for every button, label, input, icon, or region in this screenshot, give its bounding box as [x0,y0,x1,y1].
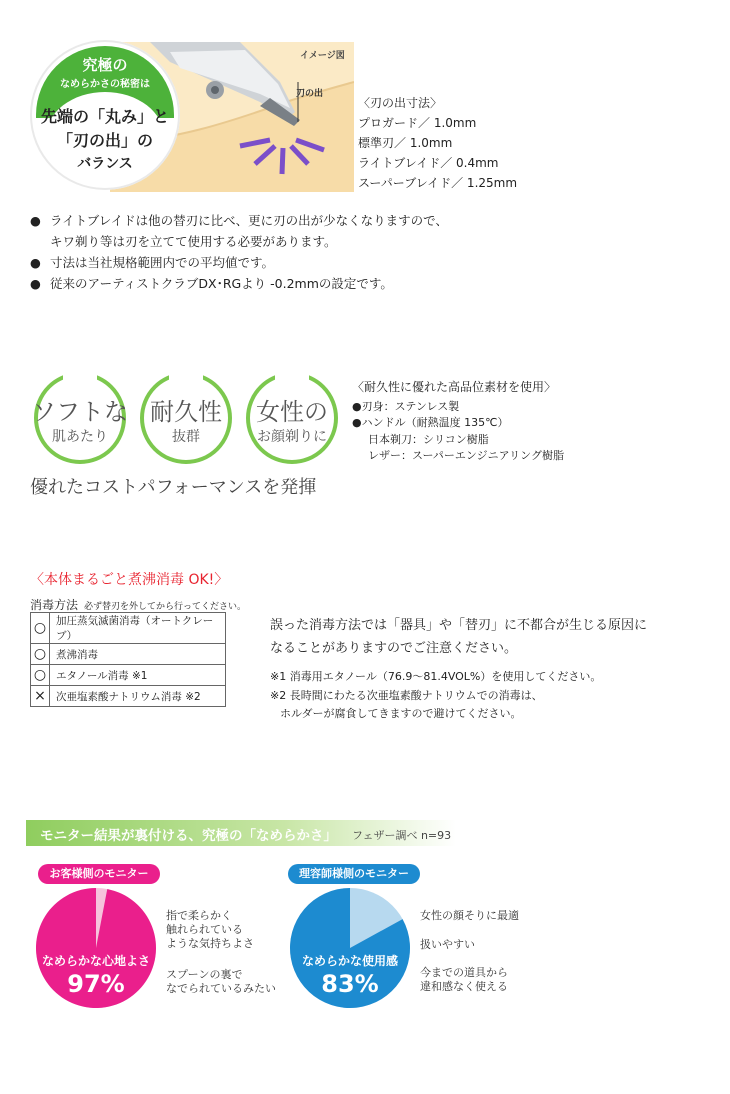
bullet-dot: ● [30,213,41,228]
feature-2-title: 耐久性 [150,398,222,426]
note-text: 寸法は当社規格範囲内での平均値です。 [50,255,275,270]
method-text: エタノール消毒 ※1 [50,665,226,686]
material-title: 〈耐久性に優れた高品位素材を使用〉 [352,380,557,394]
table-row [31,613,226,644]
badge-line-3: バランス [77,156,133,172]
customer-monitor-pill: お客様側のモニター [38,864,160,884]
note-text: 従来のアーティストクラブDX･RGより -0.2mmの設定です。 [50,276,393,291]
barber-pie-percent: 83% [321,970,379,998]
list-item [30,273,710,294]
ok-mark: ○ [31,644,50,665]
list-item [30,210,710,231]
comment-line: スプーンの裏で [166,968,243,981]
feature-3-title: 女性の [256,398,328,426]
ring-gap [275,366,309,380]
spec-item: 標準刃／ 1.0mm [358,136,453,150]
list-item-continued [30,231,710,252]
customer-pie-percent: 97% [67,970,125,998]
footnote-2: ※2 長時間にわたる次亜塩素酸ナトリウムでの消毒は、 [270,689,543,702]
barber-comment: 女性の顔そりに最適 [420,909,519,922]
table-row [31,686,226,707]
comment-line: なでられているみたい [166,982,276,995]
spec-item: スーパーブレイド／ 1.25mm [358,176,518,190]
badge-line-2: 「刃の出」の [56,131,153,150]
caution-line-1: 誤った消毒方法では「器具」や「替刃」に不都合が生じる原因に [270,618,648,633]
note-text: キワ剃り等は刃を立てて使用する必要があります。 [50,234,337,249]
table-row [31,644,226,665]
ng-mark: × [31,686,50,707]
monitor-title: モニター結果が裏付ける、究極の「なめらかさ」 [40,828,337,844]
caution-line-2: なることがありますのでご注意ください。 [270,641,518,656]
sterilization-table [30,612,226,707]
method-note: 必ず替刃を外してから行ってください。 [84,602,247,612]
barber-monitor-pill: 理容師様側のモニター [288,864,420,884]
method-label: 消毒方法 [30,598,79,612]
feature-3-sub: お顔剃りに [257,429,327,445]
method-text: 次亜塩素酸ナトリウム消毒 ※2 [50,686,226,707]
cost-performance-tagline: 優れたコストパフォーマンスを発揮 [30,477,317,498]
method-text: 加圧蒸気滅菌消毒（オートクレーブ） [50,613,226,644]
boiling-sterilization-title: 〈本体まるごと煮沸消毒 OK!〉 [30,572,229,588]
method-text: 煮沸消毒 [50,644,226,665]
barber-pie-label: なめらかな使用感 [301,954,398,968]
customer-comment-2 [166,968,276,996]
feature-2-sub: 抜群 [172,429,200,445]
table-row [31,665,226,686]
material-item: レザー：スーパーエンジニアリング樹脂 [368,449,564,462]
footnote-1: ※1 消毒用エタノール（76.9～81.4VOL%）を使用してください。 [270,670,602,683]
feature-1-sub: 肌あたり [52,429,108,445]
bullet-dot: ● [30,276,41,291]
monitor-survey-note: フェザー調べ n=93 [352,829,452,842]
spec-item: ライトブレイド／ 0.4mm [358,156,499,170]
comment-line: 指で柔らかく [166,909,232,922]
ring-gap [63,366,97,380]
material-item: ●ハンドル（耐熱温度 135℃） [352,416,509,429]
note-text: ライトブレイドは他の替刃に比べ、更に刃の出が少なくなりますので、 [50,213,448,228]
list-item [30,252,710,273]
footnote-2-cont: ホルダーが腐食してきますので避けてください。 [280,707,522,720]
spec-title: 〈刃の出寸法〉 [358,96,443,110]
barber-comment: 今までの道具から [420,966,508,979]
image-note: イメージ図 [300,51,345,61]
customer-comment-1 [166,909,254,951]
comment-line: 触れられている [166,923,243,936]
badge-caption-1: 究極の [82,56,128,74]
material-item: 日本剃刀：シリコン樹脂 [368,433,489,446]
method-heading [30,596,246,613]
badge-caption-2: なめらかさの秘密は [60,79,150,90]
barber-comment: 違和感なく使える [420,980,508,993]
bullet-dot: ● [30,255,41,270]
ok-mark: ○ [31,665,50,686]
badge-line-1: 先端の「丸み」と [40,107,169,126]
ok-mark: ○ [31,613,50,644]
feature-1-title: ソフトな [32,398,128,426]
customer-pie-label: なめらかな心地よさ [41,954,150,968]
ring-gap [169,366,203,380]
comment-line: ような気持ちよさ [166,937,254,950]
spec-item: プロガード／ 1.0mm [358,116,477,130]
material-item: ●刃身：ステンレス製 [352,400,460,413]
barber-comment: 扱いやすい [420,938,475,951]
blade-exposure-label: 刃の出 [296,89,324,99]
notes-list [30,210,710,294]
